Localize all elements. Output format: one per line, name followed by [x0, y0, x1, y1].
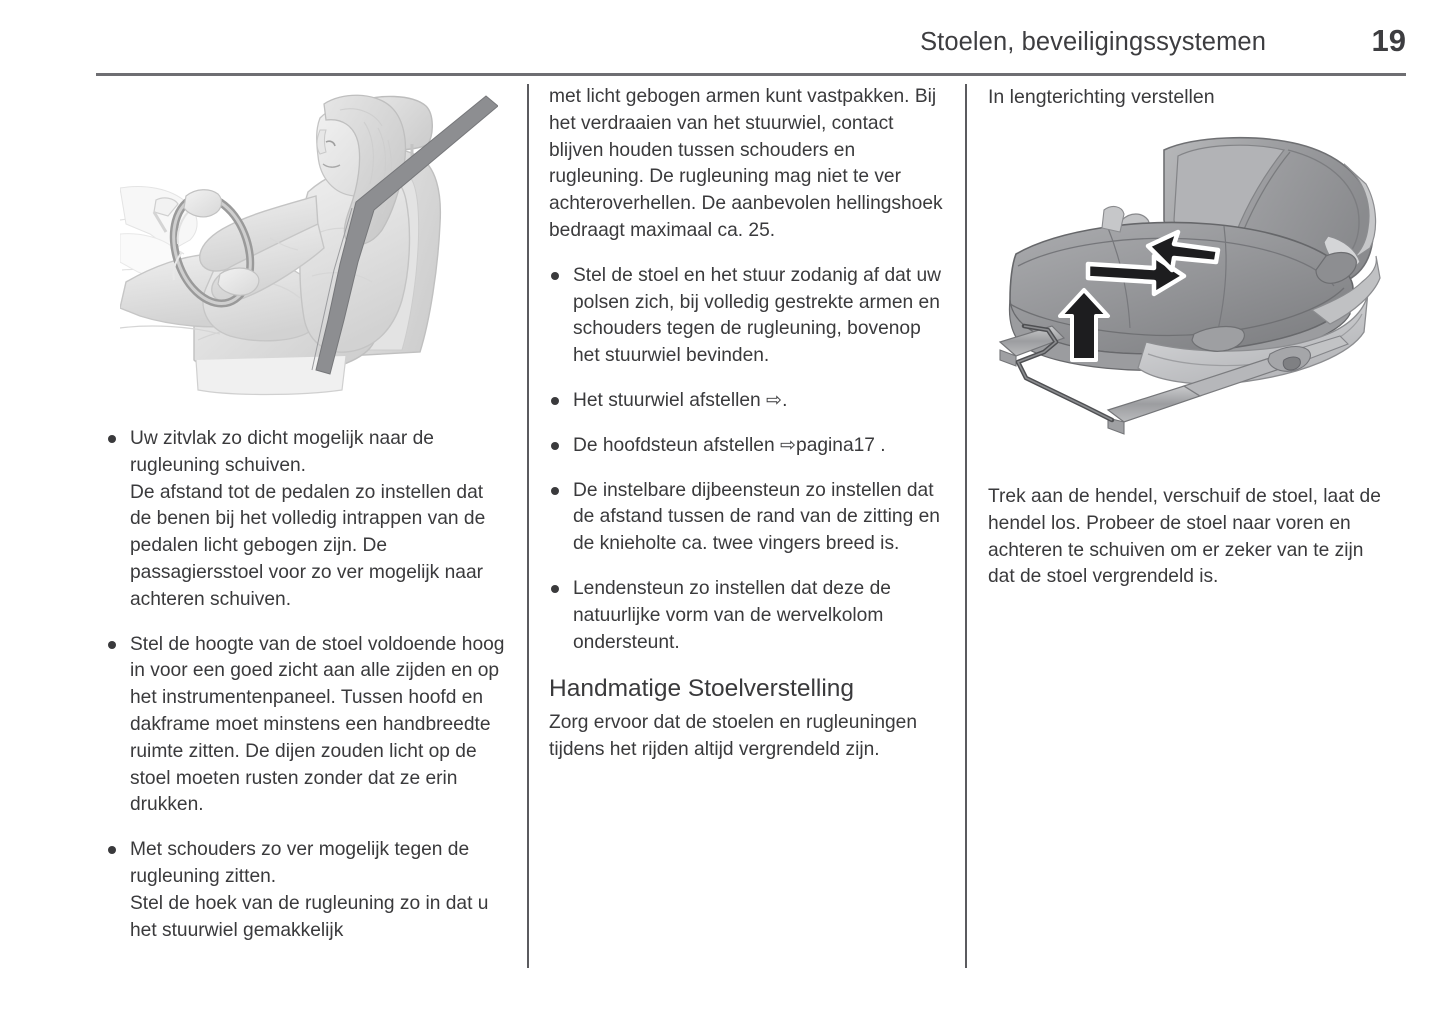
- content-column-1: [106, 84, 506, 962]
- page-header: [96, 23, 1406, 74]
- list-item: [106, 426, 506, 614]
- driver-seating-position-illustration: [120, 84, 498, 396]
- bullet-text: De instelbare dijbeensteun zo instellen dat de afstand tussen de rand van de zitting en de knieholte ca. twee vingers breed is.: [573, 479, 940, 555]
- list-item-steering-wheel-reference: [549, 388, 947, 415]
- column-divider-right: [965, 84, 967, 968]
- list-item: [106, 632, 506, 820]
- page-number: 19: [1371, 23, 1406, 58]
- list-item: [549, 263, 947, 370]
- longitudinal-adjustment-instructions: Trek aan de hendel, verschuif de stoel, laat de hendel los. Probeer de stoel naar voren en achteren te schuiven om er zeker van te zijn dat de stoel vergrendeld is.: [988, 486, 1381, 588]
- bullet-text: Stel de stoel en het stuur zodanig af dat uw polsen zich, bij volledig gestrekte armen en schouders tegen de rugleuning, bovenop het stuurwiel bevinden.: [573, 264, 942, 367]
- section-body-manual-seat-adjustment: Zorg ervoor dat de stoelen en rugleuningen tijdens het rijden altijd vergrendeld zijn.: [549, 712, 918, 761]
- seating-guidelines-list-part-2: [549, 263, 947, 657]
- list-item: [549, 478, 947, 558]
- list-item: [549, 576, 947, 656]
- subsection-heading-longitudinal-adjustment: In lengterichting verstellen: [988, 86, 1215, 108]
- list-item-headrest-reference: [549, 433, 947, 460]
- bullet-paragraph: Stel de hoek van de rugleuning zo in dat u het stuurwiel gemakkelijk: [130, 892, 489, 941]
- list-item: [106, 837, 506, 944]
- bullet-paragraph: Met schouders zo ver mogelijk tegen de rugleuning zitten.: [130, 839, 470, 887]
- section-heading-manual-seat-adjustment: Handmatige Stoelverstelling: [549, 675, 855, 703]
- column-divider-left: [527, 84, 529, 968]
- bullet-text: De hoofdsteun afstellen ⇨pagina17 .: [573, 434, 886, 456]
- bullet-text: Lendensteun zo instellen dat deze de natuurlijke vorm van de wervelkolom ondersteunt.: [573, 577, 891, 653]
- bullet-paragraph: Uw zitvlak zo dicht mogelijk naar de rugleuning schuiven.: [130, 428, 434, 476]
- content-column-3: [988, 84, 1388, 591]
- seating-guidelines-list-part-1: [106, 426, 506, 944]
- continued-paragraph: met licht gebogen armen kunt vastpakken. Bij het verdraaien van het stuurwiel, contact blijven houden tussen schouders en rugleuning. De rugleuning mag niet te ver achteroverhellen. De aanbevolen hellingshoek bedraagt maximaal ca. 25.: [549, 86, 943, 241]
- bullet-text: Het stuurwiel afstellen ⇨.: [573, 389, 788, 411]
- bullet-paragraph: De afstand tot de pedalen zo instellen dat de benen bij het volledig intrappen van de pedalen licht gebogen zijn. De passagiersstoel voor zo ver mogelijk naar achteren schuiven.: [130, 481, 486, 610]
- seat-longitudinal-adjustment-illustration: [988, 128, 1388, 458]
- content-column-2: [549, 84, 947, 764]
- header-divider-rule: [96, 73, 1406, 76]
- page-title: Stoelen, beveiligingssystemen: [920, 28, 1266, 56]
- bullet-paragraph: Stel de hoogte van de stoel voldoende hoog in voor een goed zicht aan alle zijden en op het instrumentenpaneel. Tussen hoofd en dakframe moet minstens een handbreedte ruimte zitten. De dijen zouden licht op de stoel moeten rusten zonder dat ze erin drukken.: [130, 633, 505, 816]
